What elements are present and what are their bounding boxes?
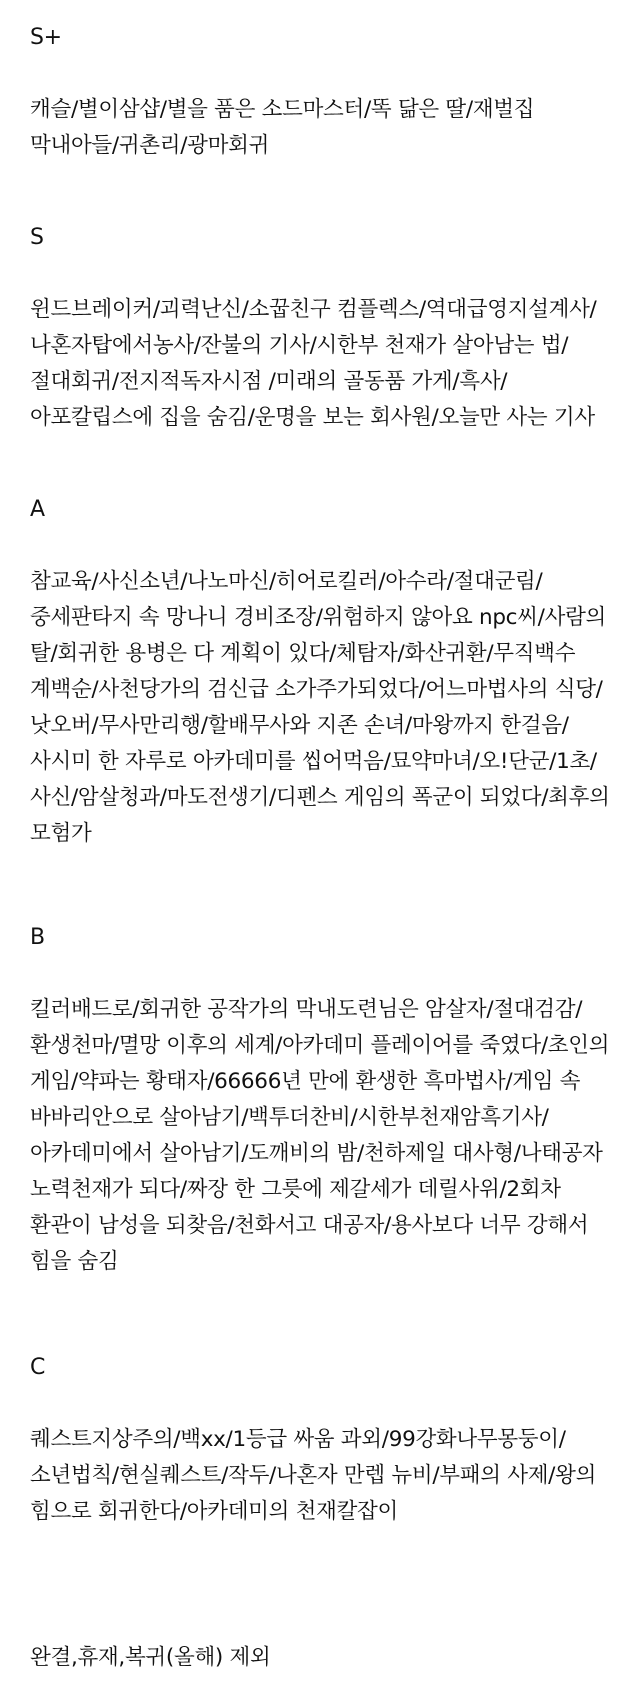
tier-list-a: 참교육/사신소년/나노마신/히어로킬러/아수라/절대군림/중세판타지 속 망나니 경비조장/위험하지 않아요 npc씨/사람의 탈/회귀한 용병은 다 계획이 있다/체탐자/화산귀환/무직백수 계백순/사천당가의 검신급 소가주가되었다/어느마법사의 식당/낫오버/무사만리행/할배무사와 지존 손녀/마왕까지 한걸음/사시미 한 자루로 아카데미를 씹어먹음/묘약마녀/오!단군/1초/사신/암살청과/마도전생기/디펜스 게임의 폭군이 되었다/최후의 모험가 [30,569,610,846]
tier-list-c: 퀘스트지상주의/백xx/1등급 싸움 과외/99강화나무몽둥이/소년법칙/현실퀘스트/작두/나혼자 만렙 뉴비/부패의 사제/왕의 힘으로 회귀한다/아카데미의 천재칼잡이 [30,1427,597,1524]
tier-list-s: 윈드브레이커/괴력난신/소꿉친구 컴플렉스/역대급영지설계사/나혼자탑에서농사/잔불의 기사/시한부 천재가 살아남는 법/절대회귀/전지적독자시점 /미래의 골동품 가게/흑사/아포칼립스에 집을 숨김/운명을 보는 회사원/오늘만 사는 기사 [30,297,597,430]
tier-label-b: B [30,925,45,950]
footer-note: 완결,휴재,복귀(올해) 제외 [30,1645,271,1670]
tier-list-b: 킬러배드로/회귀한 공작가의 막내도련님은 암살자/절대검감/환생천마/멸망 이후의 세계/아카데미 플레이어를 죽였다/초인의 게임/약파는 황태자/66666년 만에 환생한 흑마법사/게임 속 바바리안으로 살아남기/백투더찬비/시한부천재암흑기사/아카데미에서 살아남기/도깨비의 밤/천하제일 대사형/나태공자 노력천재가 되다/짜장 한 그릇에 제갈세가 데릴사위/2회차 환관이 남성을 되찾음/천화서고 대공자/용사보다 너무 강해서 힘을 숨김 [30,997,610,1274]
tier-label-a: A [30,497,45,522]
tier-list-s-plus: 캐슬/별이삼샵/별을 품은 소드마스터/똑 닮은 딸/재벌집 막내아들/귀촌리/광마회귀 [30,97,535,158]
tier-label-s-plus: S+ [30,25,62,50]
tier-label-s: S [30,225,44,250]
tier-label-c: C [30,1355,46,1380]
